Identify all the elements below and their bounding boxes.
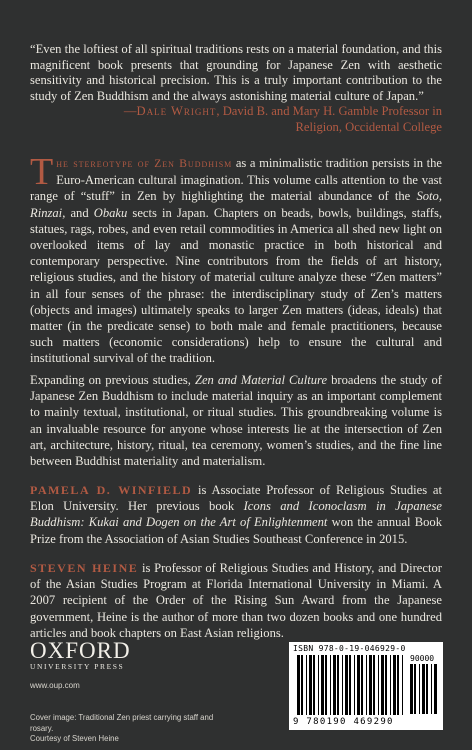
- barcode-bar: [357, 655, 360, 715]
- sect-obaku: Obaku: [93, 205, 128, 220]
- barcode-bar: [309, 655, 312, 715]
- barcode-bar: [321, 655, 324, 715]
- barcode-bar: [345, 655, 348, 715]
- cover-credit-line1: Cover image: Traditional Zen priest carrying staff and rosary.: [30, 713, 214, 733]
- bio-winfield: [30, 482, 442, 547]
- barcode-bar: [410, 664, 413, 714]
- barcode-bar: [402, 655, 403, 715]
- sect-rinzai: Rinzai: [30, 205, 63, 220]
- endorser-name: Dale Wright: [136, 104, 217, 118]
- barcode-bar: [385, 655, 387, 715]
- barcode-bar: [333, 655, 336, 715]
- lead-in: he stereotype of Zen Buddhism: [56, 158, 233, 170]
- bio-winfield-text-a: is Associate Professor of Religious Studies at Elon University. Her previous book: [30, 483, 442, 514]
- expanding-text-b: broadens the study of Japanese Zen Buddhism to include material inquiry as an important complement to mainly textual, institutional, or ritual studies. This groundbreaking volume is an invaluable resource for anyone whose interests lie at the intersection of Zen art, architecture, history, ritual, tea ceremony, women’s studies, and the fine line between Buddhist materiality and materialism.: [30, 373, 442, 469]
- barcode-bar: [325, 655, 327, 715]
- description-comma: ,: [438, 189, 442, 204]
- barcode-bar: [318, 655, 319, 715]
- endorsement-attribution: [122, 104, 442, 135]
- barcode-bar: [354, 655, 355, 715]
- bio-heine-text: is Professor of Religious Studies and History, and Director of the Asian Studies Program at Florida International University in Miami. A 2007 recipient of the Order of the Rising Sun Award from the Japanese government, Heine is the author of more than two dozen books and one hundred articles and book chapters on East Asian religions.: [30, 561, 442, 640]
- barcode-bar: [366, 655, 367, 715]
- barcode-bar: [337, 655, 339, 715]
- barcode-bar: [422, 664, 425, 714]
- publisher-url: www.oup.com: [30, 681, 80, 690]
- isbn-text: ISBN 978-0-19-046929-0: [293, 644, 406, 653]
- logo-wordmark: OXFORD: [30, 638, 131, 663]
- endorser-title: , David B. and Mary H. Gamble Professor in Religion, Occidental College: [216, 104, 442, 134]
- bio-winfield-text-b: won the annual Book Prize from the Association of Asian Studies Southeast Conference in 2015.: [30, 515, 442, 546]
- price-code: 90000: [410, 654, 435, 663]
- description-text-a: as a minimalistic tradition persists in the Euro-American cultural imagination. This volume calls attention to the vast range of “stuff” in Zen by highlighting the material abundance of the: [30, 156, 443, 204]
- sect-soto: Soto: [416, 189, 439, 204]
- drop-cap: T: [30, 151, 54, 193]
- barcode-bar: [431, 664, 432, 714]
- barcode-bar: [342, 655, 343, 715]
- barcode-panel: [289, 642, 443, 730]
- barcode-bar: [414, 664, 416, 714]
- description-paragraph: [30, 151, 443, 367]
- barcode-bar: [381, 655, 384, 715]
- ean-bars: [297, 655, 403, 715]
- attribution-dash: —: [123, 104, 137, 118]
- endorsement-quote: “Even the loftiest of all spiritual traditions rests on a material foundation, and this magnificent book presents that grounding for Japanese Zen with aesthetic sensitivity and historical precision. This is a truly important contribution to the study of Zen Buddhism and the always astonishing material culture of Japan.”: [30, 42, 442, 103]
- bio-heine: [30, 560, 442, 641]
- barcode-bar: [378, 655, 379, 715]
- author-name-heine: STEVEN HEINE: [30, 561, 139, 575]
- expanding-paragraph: [30, 372, 442, 469]
- barcode-bar: [393, 655, 396, 715]
- barcode-bar: [426, 664, 428, 714]
- description-and: , and: [62, 205, 94, 220]
- barcode-bar: [390, 655, 391, 715]
- previous-book-title: Icons and Iconoclasm in Japanese Buddhism: Kukai and Dogen on the Art of Enlightenment: [30, 499, 442, 530]
- ean-number: 9 780190 469290: [293, 717, 394, 727]
- description-text-b: sects in Japan. Chapters on beads, bowls, buildings, staffs, statues, rags, robes, and even retail commodities in America all shed new light on overlooked items of lay and monastic practice in both historical and contemporary perspective. Nine contributors from the fields of art history, religious studies, and the history of material culture analyze these “Zen matters” in all four senses of the phrase: the interdisciplinary study of Zen’s matters (objects and images) ultimately speaks to larger Zen matters (ideas, ideals) that matter (in the predicate sense) to both male and female practitioners, because such matters (economic considerations) help to ensure the cultural and institutional survival of the tradition.: [30, 205, 442, 366]
- cover-credit: [30, 713, 230, 745]
- expanding-text-a: Expanding on previous studies,: [30, 373, 195, 387]
- barcode-bars: [297, 655, 405, 715]
- barcode-bar: [373, 655, 375, 715]
- barcode-bar: [297, 655, 300, 715]
- barcode-bar: [361, 655, 363, 715]
- barcode-bar: [301, 655, 303, 715]
- addon-bars: [410, 664, 437, 714]
- barcode-bar: [369, 655, 372, 715]
- barcode-bar: [349, 655, 351, 715]
- barcode-bar: [306, 655, 307, 715]
- cover-credit-line2: Courtesy of Steven Heine: [30, 734, 119, 743]
- barcode-bar: [330, 655, 331, 715]
- logo-subtitle: UNIVERSITY PRESS: [30, 662, 125, 671]
- author-name-winfield: PAMELA D. WINFIELD: [30, 483, 193, 497]
- addon-barcode: [410, 664, 438, 714]
- barcode-bar: [313, 655, 315, 715]
- barcode-bar: [397, 655, 399, 715]
- book-title: Zen and Material Culture: [194, 373, 328, 387]
- publisher-logo: [30, 640, 150, 671]
- barcode-bar: [419, 664, 420, 714]
- barcode-bar: [434, 664, 437, 714]
